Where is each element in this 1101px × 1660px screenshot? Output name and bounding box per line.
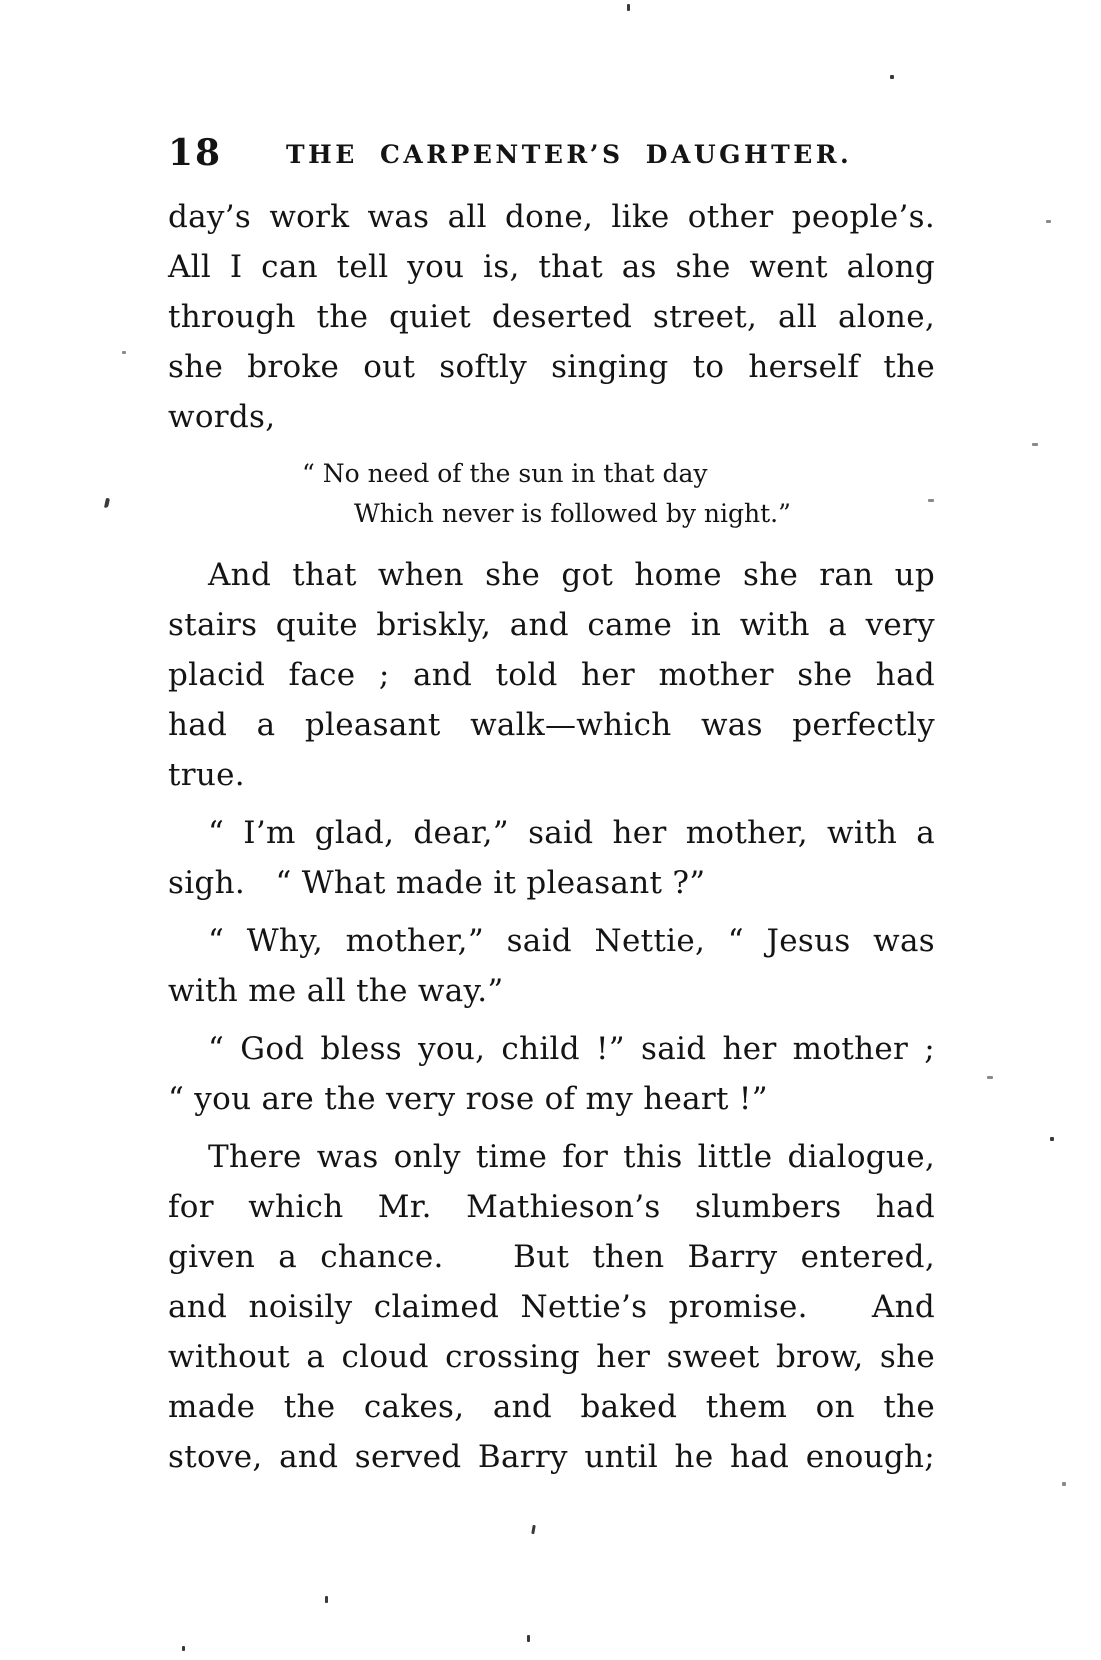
ink-speck (1062, 1482, 1066, 1486)
ink-speck (531, 1525, 536, 1534)
ink-speck (890, 75, 894, 79)
page-number: 18 (168, 132, 223, 174)
running-header (168, 132, 935, 184)
text-line: stove, and served Barry until he had enough; (168, 1439, 935, 1475)
verse-line: Which never is followed by night.” (354, 499, 791, 528)
text-line: “ I’m glad, dear,” said her mother, with a (208, 815, 935, 851)
text-line: without a cloud crossing her sweet brow, she (168, 1339, 935, 1375)
text-line: There was only time for this little dialogue, (208, 1139, 935, 1175)
ink-speck (1032, 443, 1038, 446)
paragraph-dialogue (168, 916, 935, 1016)
text-line: stairs quite briskly, and came in with a very (168, 607, 935, 643)
text-line: for which Mr. Mathieson’s slumbers had (168, 1189, 935, 1225)
text-line: given a chance. But then Barry entered, (168, 1239, 935, 1275)
ink-speck (627, 4, 630, 11)
ink-speck (325, 1596, 328, 1603)
ink-speck (987, 1076, 993, 1079)
paragraph-dialogue (168, 808, 935, 908)
paragraph (168, 550, 935, 800)
paragraph-dialogue (168, 1024, 935, 1124)
text-line: true. (168, 757, 245, 793)
text-line: sigh. “ What made it pleasant ?” (168, 865, 706, 901)
text-line: “ you are the very rose of my heart !” (168, 1081, 768, 1117)
text-line: placid face ; and told her mother she had (168, 657, 935, 693)
text-line: and noisily claimed Nettie’s promise. And (168, 1289, 935, 1325)
ink-speck (104, 498, 110, 509)
text-line: day’s work was all done, like other people’s. (168, 199, 935, 235)
text-line: And that when she got home she ran up (208, 557, 935, 593)
text-line: “ God bless you, child !” said her mother ; (208, 1031, 935, 1067)
text-line: made the cakes, and baked them on the (168, 1389, 935, 1425)
paragraph (168, 1132, 935, 1482)
text-line: “ Why, mother,” said Nettie, “ Jesus was (208, 923, 935, 959)
text-line: had a pleasant walk—which was perfectly (168, 707, 935, 743)
ink-speck (122, 351, 126, 354)
running-title: THE CARPENTER’S DAUGHTER. (286, 140, 853, 169)
text-line: she broke out softly singing to herself the (168, 349, 935, 385)
ink-speck (1046, 220, 1051, 223)
verse-line: “ No need of the sun in that day (302, 459, 708, 488)
text-line: words, (168, 399, 276, 435)
paragraph-continuation (168, 192, 935, 442)
text-line: with me all the way.” (168, 973, 504, 1009)
text-line: through the quiet deserted street, all alone, (168, 299, 935, 335)
hymn-verse (168, 454, 935, 534)
page-body (168, 192, 935, 1482)
ink-speck (928, 499, 934, 502)
text-line: All I can tell you is, that as she went along (168, 249, 935, 285)
ink-speck (182, 1646, 185, 1651)
ink-speck (527, 1635, 530, 1642)
ink-speck (1050, 1137, 1054, 1141)
